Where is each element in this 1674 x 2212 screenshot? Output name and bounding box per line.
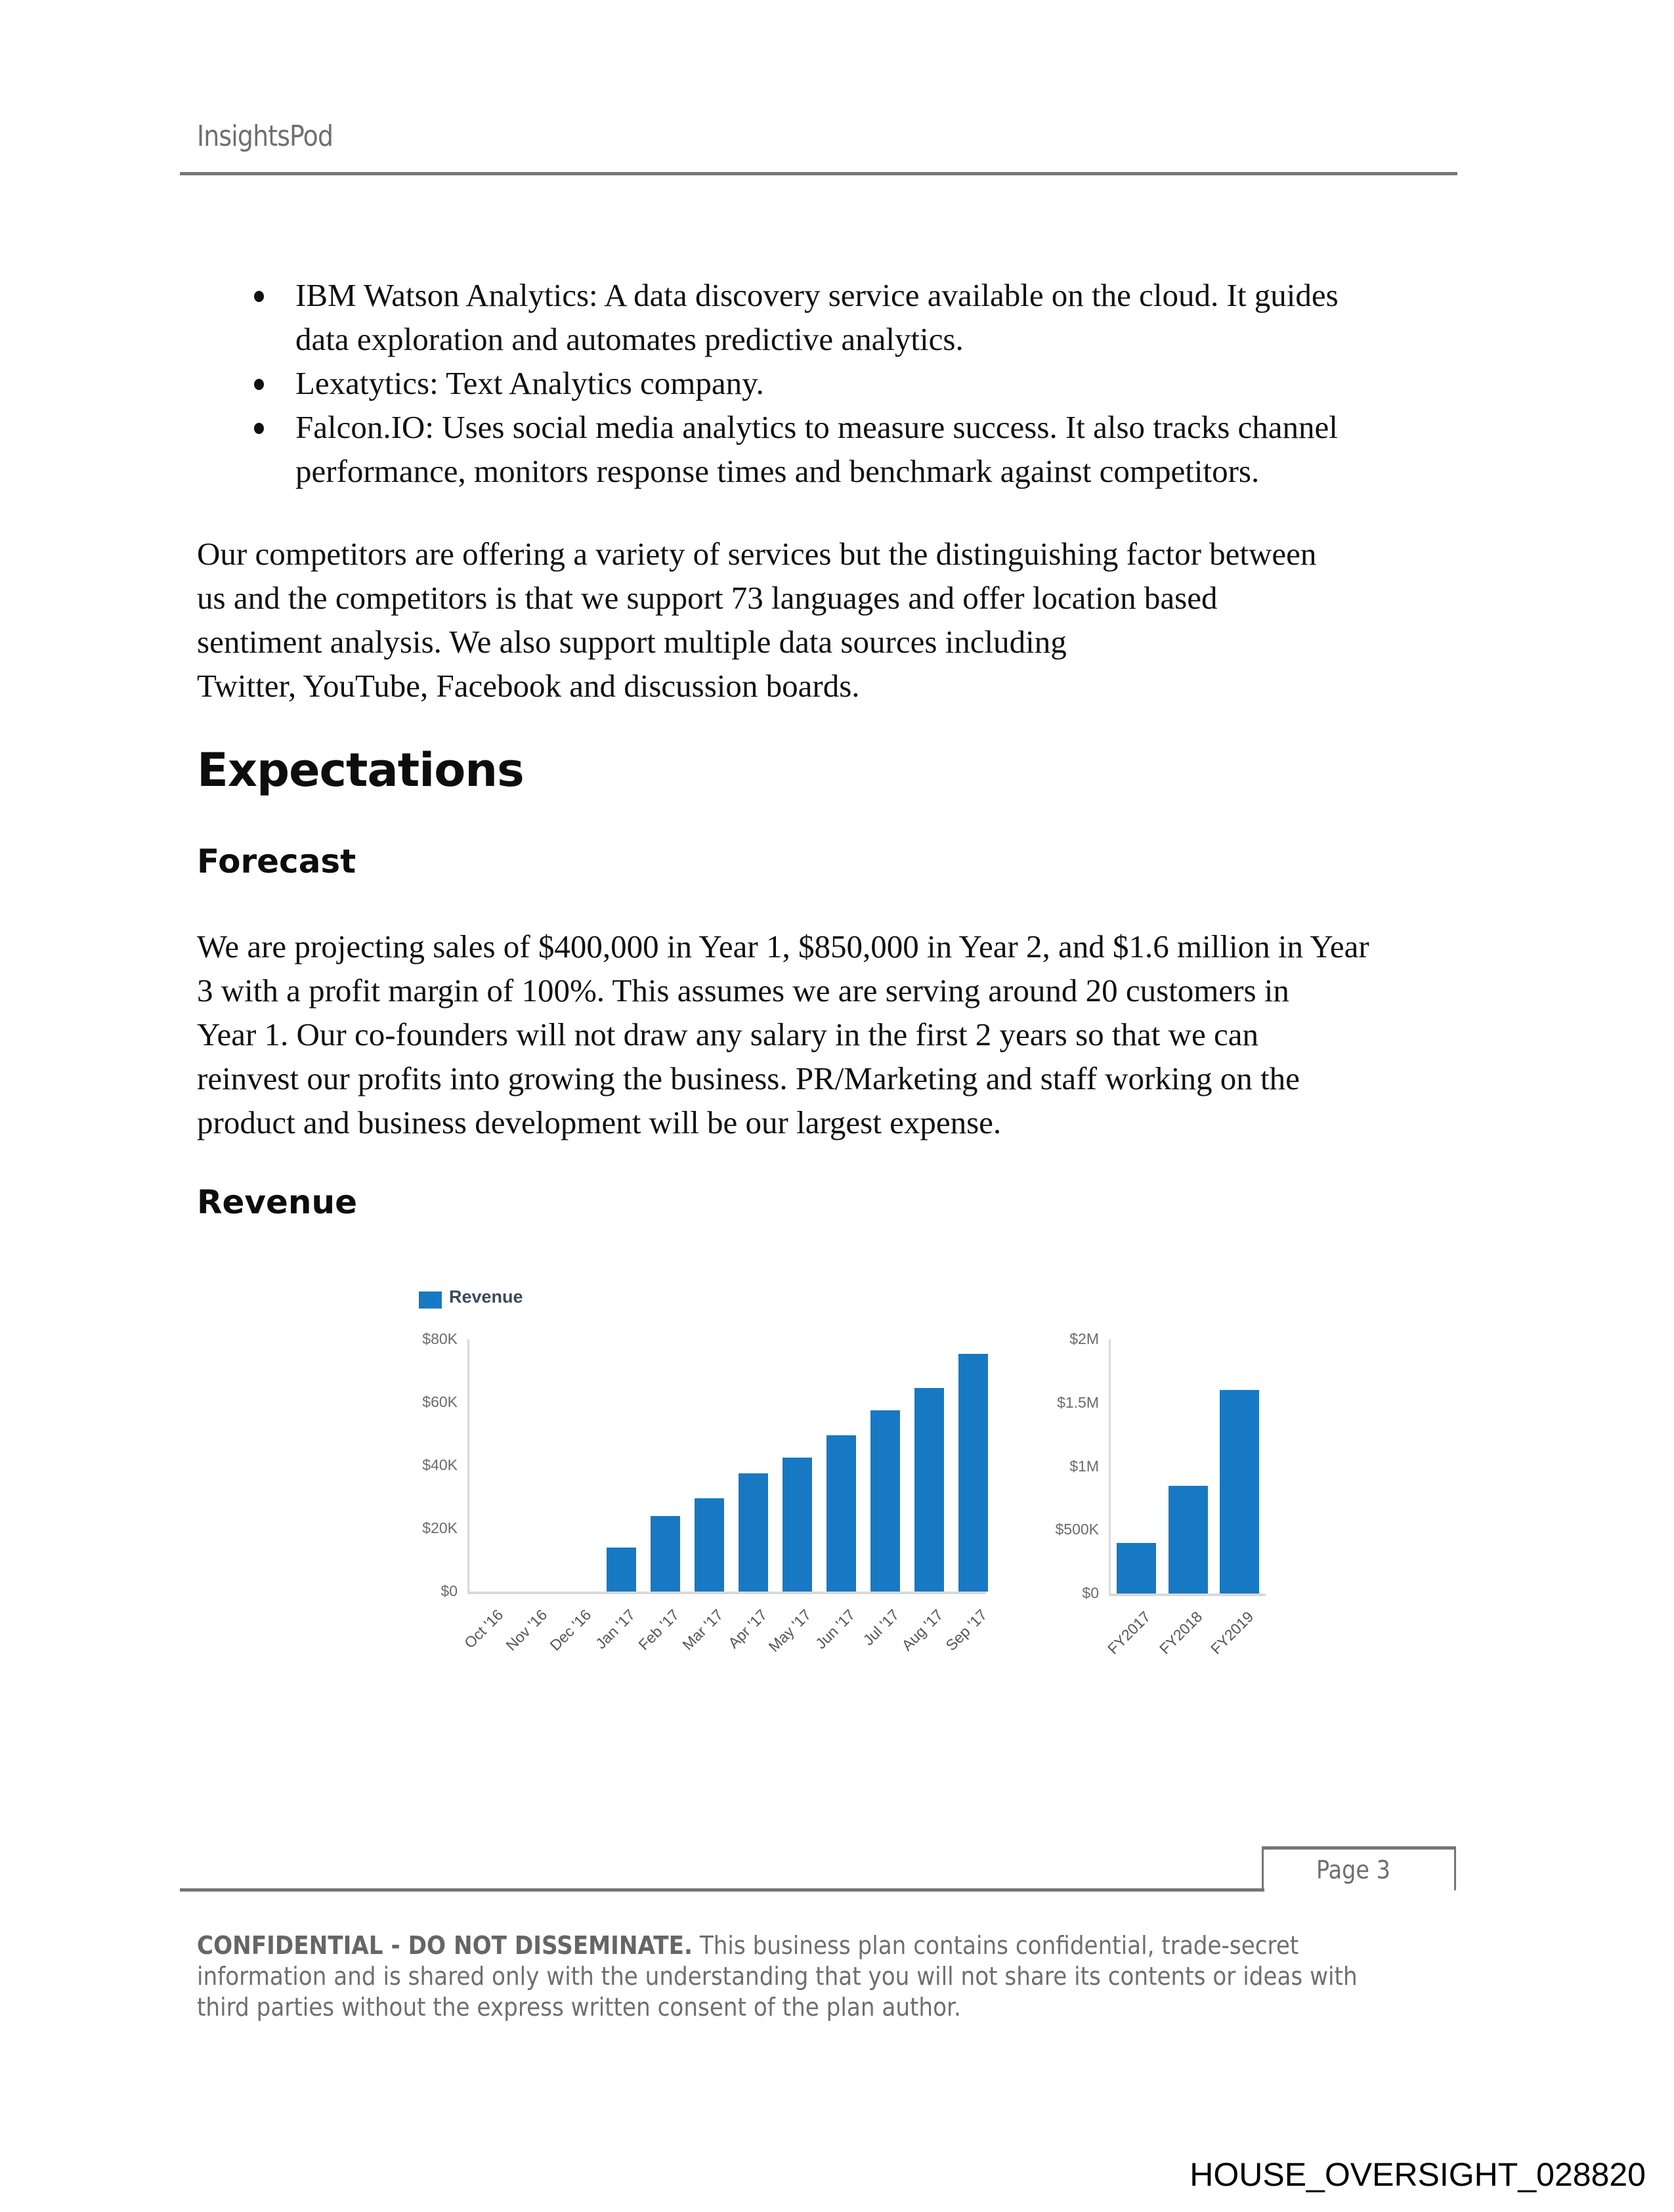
x-axis-tick-label: Oct '16 bbox=[460, 1606, 507, 1652]
x-axis-tick-label: Apr '17 bbox=[724, 1606, 771, 1652]
bullet-icon bbox=[254, 423, 264, 434]
notice-text: This business plan contains confidential, trade-secret bbox=[692, 1931, 1299, 1960]
x-axis-tick-label: FY2019 bbox=[1207, 1608, 1257, 1658]
header-divider bbox=[180, 172, 1457, 175]
bar bbox=[1220, 1390, 1259, 1594]
bar bbox=[651, 1516, 680, 1592]
list-item bbox=[254, 361, 1469, 405]
y-axis-tick-label: $60K bbox=[422, 1393, 458, 1410]
y-axis-line bbox=[1109, 1339, 1111, 1594]
confidentiality-notice bbox=[197, 1930, 1485, 2023]
y-axis-tick-label: $500K bbox=[1055, 1521, 1099, 1538]
paragraph-line: sentiment analysis. We also support multiple data sources including bbox=[197, 624, 1067, 660]
list-item bbox=[254, 405, 1469, 493]
list-item-text: IBM Watson Analytics: A data discovery service available on the cloud. It guides bbox=[295, 277, 1339, 313]
paragraph-line: We are projecting sales of $400,000 in Year 1, $850,000 in Year 2, and $1.6 million in Year bbox=[197, 928, 1369, 965]
x-axis-tick-label: FY2018 bbox=[1155, 1608, 1205, 1658]
x-axis-tick-label: Dec '16 bbox=[546, 1606, 595, 1655]
y-axis-tick-label: $0 bbox=[1082, 1584, 1099, 1601]
x-axis-tick-label: Jul '17 bbox=[859, 1606, 903, 1649]
x-axis-line bbox=[1109, 1594, 1266, 1596]
subheading-forecast: Forecast bbox=[197, 842, 356, 880]
y-axis-line bbox=[467, 1339, 469, 1592]
list-item-text: performance, monitors response times and benchmark against competitors. bbox=[295, 453, 1260, 489]
paragraph-line: us and the competitors is that we support 73 languages and offer location based bbox=[197, 580, 1218, 616]
y-axis-tick-label: $20K bbox=[422, 1519, 458, 1536]
subheading-revenue: Revenue bbox=[197, 1183, 358, 1221]
x-axis-tick-label: May '17 bbox=[765, 1606, 815, 1655]
page-number: Page 3 bbox=[1316, 1855, 1390, 1884]
x-axis-tick-label: Nov '16 bbox=[502, 1606, 551, 1655]
bar bbox=[1117, 1543, 1156, 1594]
bullet-icon bbox=[254, 379, 264, 390]
list-item-text: Falcon.IO: Uses social media analytics to measure success. It also tracks channel bbox=[295, 409, 1338, 445]
paragraph-line: Year 1. Our co-founders will not draw any salary in the first 2 years so that we can bbox=[197, 1016, 1259, 1052]
paragraph-line: Twitter, YouTube, Facebook and discussion boards. bbox=[197, 668, 860, 704]
competitors-paragraph bbox=[197, 532, 1477, 708]
bar bbox=[783, 1458, 812, 1592]
legend-label: Revenue bbox=[449, 1287, 523, 1307]
y-axis-tick-label: $1.5M bbox=[1057, 1393, 1099, 1411]
x-axis-tick-label: Feb '17 bbox=[635, 1606, 683, 1654]
list-item-text: Lexatytics: Text Analytics company. bbox=[295, 365, 764, 401]
list-item bbox=[254, 273, 1469, 361]
bates-stamp: HOUSE_OVERSIGHT_028820 bbox=[1190, 2156, 1646, 2193]
forecast-paragraph bbox=[197, 924, 1484, 1144]
y-axis-tick-label: $80K bbox=[422, 1330, 458, 1347]
paragraph-line: 3 with a profit margin of 100%. This assumes we are serving around 20 customers in bbox=[197, 972, 1289, 1008]
bar bbox=[826, 1435, 856, 1592]
x-axis-tick-label: FY2017 bbox=[1104, 1608, 1154, 1658]
y-axis-tick-label: $1M bbox=[1069, 1457, 1099, 1475]
bar bbox=[1169, 1486, 1208, 1594]
x-axis-tick-label: Sep '17 bbox=[942, 1606, 991, 1655]
confidential-label: CONFIDENTIAL - DO NOT DISSEMINATE. bbox=[197, 1931, 693, 1960]
x-axis-tick-label: Jan '17 bbox=[592, 1606, 639, 1653]
section-heading-expectations: Expectations bbox=[197, 743, 524, 797]
bar bbox=[695, 1498, 724, 1592]
paragraph-line: reinvest our profits into growing the business. PR/Marketing and staff working on the bbox=[197, 1060, 1300, 1096]
x-axis-line bbox=[467, 1592, 986, 1594]
bullet-icon bbox=[254, 291, 264, 302]
y-axis-tick-label: $40K bbox=[422, 1456, 458, 1473]
legend-swatch-icon bbox=[419, 1291, 442, 1309]
y-axis-tick-label: $0 bbox=[440, 1582, 458, 1599]
document-header-title: InsightsPod bbox=[197, 119, 333, 153]
bar bbox=[607, 1548, 636, 1592]
paragraph-line: product and business development will be our largest expense. bbox=[197, 1104, 1002, 1140]
notice-text: information and is shared only with the understanding that you will not share its contents or ideas with bbox=[197, 1962, 1358, 1991]
list-item-text: data exploration and automates predictive analytics. bbox=[295, 321, 964, 357]
x-axis-tick-label: Jun '17 bbox=[812, 1606, 859, 1653]
y-axis-tick-label: $2M bbox=[1069, 1330, 1099, 1347]
competitor-list bbox=[254, 273, 1469, 493]
bar bbox=[958, 1354, 988, 1592]
x-axis-tick-label: Mar '17 bbox=[679, 1606, 727, 1654]
bar bbox=[914, 1388, 944, 1592]
x-axis-tick-label: Aug '17 bbox=[898, 1606, 947, 1655]
bar bbox=[870, 1410, 900, 1592]
bar bbox=[739, 1473, 768, 1592]
notice-text: third parties without the express written consent of the plan author. bbox=[197, 1993, 961, 2022]
paragraph-line: Our competitors are offering a variety of services but the distinguishing factor between bbox=[197, 536, 1317, 572]
footer-divider bbox=[180, 1888, 1264, 1892]
